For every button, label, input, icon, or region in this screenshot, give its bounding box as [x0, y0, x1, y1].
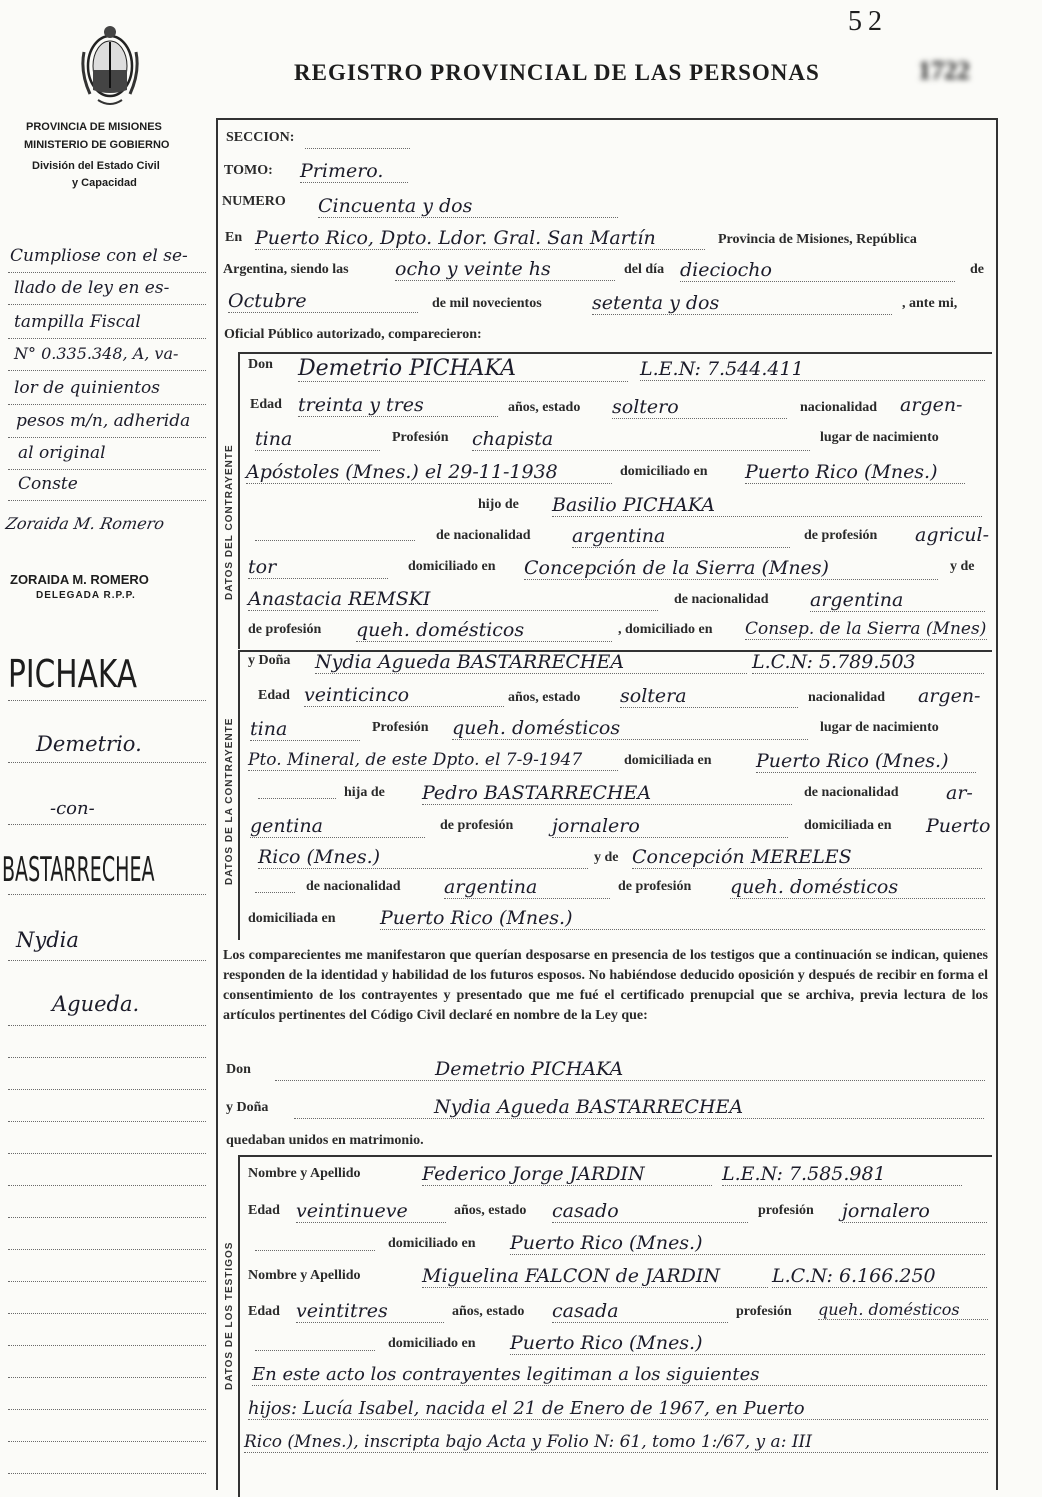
margin-con: -con-: [50, 798, 95, 819]
legitimation-note-3: Rico (Mnes.), inscripta bajo Acta y Folio N: 61, tomo 1:/67, y a: III: [244, 1432, 988, 1453]
margin-line-4: [8, 370, 206, 371]
mother-nac-label: de nacionalidad: [674, 592, 769, 607]
bride-nac-label: nacionalidad: [808, 690, 886, 705]
margin-note-8: Conste: [18, 474, 78, 494]
w2-anos-label: años, estado: [452, 1304, 525, 1319]
groom-mother-nat: argentina: [810, 589, 985, 612]
groom-father-dom: Concepción de la Sierra (Mnes): [524, 557, 938, 580]
w1-prof-label: profesión: [758, 1203, 814, 1218]
bride-prof: queh. domésticos: [452, 717, 808, 740]
en-label: En: [225, 230, 243, 245]
groom-edad-label: Edad: [250, 397, 282, 412]
margin-ruled-line: [8, 1185, 206, 1186]
father-prof-label: de profesión: [804, 528, 878, 543]
w2-name-label: Nombre y Apellido: [248, 1268, 361, 1283]
bride-father-dom-label: domiciliada en: [804, 818, 892, 833]
w1-doc: L.E.N: 7.585.981: [722, 1163, 962, 1186]
margin-line-8: [8, 500, 206, 501]
margin-ruled-line: [8, 1409, 206, 1410]
w1-prof: jornalero: [842, 1200, 987, 1223]
margin-line-10: [8, 762, 206, 763]
bride-mother-pre-line: [255, 892, 295, 893]
margin-name-groom: Demetrio.: [36, 732, 142, 756]
margin-ruled-line: [8, 1281, 206, 1282]
margin-line-12: [8, 894, 206, 895]
seccion-label: SECCION:: [226, 130, 295, 145]
margin-line-7: [8, 469, 206, 470]
bride-father-nac-label: de nacionalidad: [804, 785, 899, 800]
siendo-label: Argentina, siendo las: [223, 262, 349, 277]
groom-nac-label: nacionalidad: [800, 400, 878, 415]
bride-father-pre-line: [258, 798, 336, 799]
bride-dom: Puerto Rico (Mnes.): [756, 750, 976, 773]
w2-doc: L.C.N: 6.166.250: [772, 1265, 987, 1288]
margin-note-3: tampilla Fiscal: [14, 312, 141, 332]
groom-father-prof1: agricul-: [915, 524, 990, 546]
bride-mother: Concepción MERELES: [632, 846, 982, 869]
w1-age: veintinueve: [296, 1200, 446, 1223]
bride-mother-dom-label: domiciliada en: [248, 911, 336, 926]
margin-note-1: Cumpliose con el se-: [10, 246, 188, 266]
w2-dom: Puerto Rico (Mnes.): [510, 1332, 985, 1355]
w2-prof: queh. domésticos: [818, 1300, 988, 1320]
w2-age: veintitres: [296, 1300, 444, 1323]
bride-nat1: argen-: [918, 685, 981, 707]
margin-ruled-line: [8, 1089, 206, 1090]
bride-dom-label: domiciliada en: [624, 753, 712, 768]
groom-mother-dom: Consep. de la Sierra (Mnes): [745, 619, 987, 639]
groom-father-line: [255, 540, 415, 541]
margin-line-2: [8, 304, 206, 305]
groom-prof-label: Profesión: [392, 430, 449, 445]
w1-name-label: Nombre y Apellido: [248, 1166, 361, 1181]
org-province: PROVINCIA DE MISIONES: [26, 121, 162, 133]
stamp-title: DELEGADA R.P.P.: [36, 590, 136, 601]
w1-edad-label: Edad: [248, 1203, 280, 1218]
margin-ruled-line: [8, 1441, 206, 1442]
union-dona-label: y Doña: [226, 1100, 269, 1115]
bride-father-dom2: Rico (Mnes.): [258, 846, 588, 869]
numero-value: Cincuenta y dos: [318, 195, 618, 218]
bride-mother-prof-label: de profesión: [618, 879, 692, 894]
margin-surname-bride: BASTARRECHEA: [2, 850, 155, 890]
declaration-paragraph: Los comparecientes me manifestaron que querían desposarse en presencia de los testigos que a continuación se indican, quienes responden de la identidad y habilidad de los futuros esposos. No habiéndose deducido oposición y después de recibir en forma el consentimiento de los contrayentes y presentado que me fué el certificado prenupcial que se archiva, previa lectura de los artículos pertinentes del Código Civil declaré en nombre de la Ley que:: [223, 948, 988, 1023]
bride-section-label: DATOS DE LA CONTRAYENTE: [224, 717, 235, 885]
tomo-value: Primero.: [300, 160, 408, 183]
margin-note-6: pesos m/n, adherida: [16, 411, 191, 431]
margin-ruled-line: [8, 1121, 206, 1122]
groom-father-nat: argentina: [572, 525, 790, 548]
witness-section-label: DATOS DE LOS TESTIGOS: [224, 1241, 235, 1390]
bride-mother-nat: argentina: [444, 876, 610, 899]
org-division: División del Estado Civil: [32, 160, 160, 172]
w2-dom-label: domiciliado en: [388, 1336, 476, 1351]
groom-father-prof2: tor: [248, 556, 388, 579]
hijo-de-label: hijo de: [478, 497, 519, 512]
bride-nat2: tina: [250, 718, 360, 741]
margin-signature: Zoraida M. Romero: [4, 514, 166, 533]
ante-mi-label: , ante mi,: [902, 296, 958, 311]
margin-ruled-line: [8, 1217, 206, 1218]
groom-lugar-label: lugar de nacimiento: [820, 430, 939, 445]
margin-line-1: [8, 272, 206, 273]
bride-name: Nydia Agueda BASTARRECHEA: [315, 651, 747, 674]
margin-line-3: [8, 338, 206, 339]
margin-name-bride-2: Agueda.: [52, 992, 140, 1016]
union-dona: Nydia Agueda BASTARRECHEA: [294, 1096, 984, 1119]
stamp-name: ZORAIDA M. ROMERO: [10, 572, 149, 587]
page-number: 52: [848, 6, 888, 37]
groom-dom-label: domiciliado en: [620, 464, 708, 479]
w2-state: casada: [552, 1300, 728, 1323]
bride-father-prof-label: de profesión: [440, 818, 514, 833]
margin-note-5: lor de quinientos: [14, 378, 161, 398]
groom-anos-label: años, estado: [508, 400, 581, 415]
don-label: Don: [248, 357, 273, 372]
coat-of-arms-icon: [78, 22, 142, 112]
bride-state: soltera: [620, 685, 798, 708]
margin-line-13: [8, 960, 206, 961]
margin-note-2: llado de ley en es-: [14, 278, 170, 298]
margin-ruled-line: [8, 1313, 206, 1314]
de-mil-label: de mil novecientos: [432, 296, 542, 311]
margin-ruled-line: [8, 1025, 206, 1026]
mother-prof-label: de profesión: [248, 622, 322, 637]
de-label: de: [970, 262, 984, 277]
w1-name: Federico Jorge JARDIN: [422, 1163, 712, 1186]
bride-prof-label: Profesión: [372, 720, 429, 735]
union-don-label: Don: [226, 1062, 251, 1077]
org-ministry: MINISTERIO DE GOBIERNO: [24, 139, 170, 151]
bride-father-nat2: gentina: [250, 815, 425, 838]
margin-line-11: [8, 824, 206, 825]
groom-father: Basilio PICHAKA: [552, 494, 982, 517]
groom-name: Demetrio PICHAKA: [298, 356, 628, 382]
tomo-label: TOMO:: [224, 163, 273, 178]
bride-mother-prof: queh. domésticos: [730, 876, 985, 899]
margin-ruled-line: [8, 1153, 206, 1154]
margin-name-bride-1: Nydia: [16, 928, 79, 952]
hija-de-label: hija de: [344, 785, 385, 800]
groom-nat2: tina: [255, 428, 380, 451]
margin-line-6: [8, 437, 206, 438]
union-don: Demetrio PICHAKA: [275, 1058, 985, 1081]
legitimation-note-1: En este acto los contrayentes legitiman a los siguientes: [252, 1364, 987, 1386]
w1-state: casado: [552, 1200, 748, 1223]
bride-father-dom1: Puerto: [926, 815, 991, 837]
bride-lugar-label: lugar de nacimiento: [820, 720, 939, 735]
dia-value: dieciocho: [680, 259, 955, 282]
w2-edad-label: Edad: [248, 1304, 280, 1319]
groom-nat1: argen-: [900, 394, 963, 416]
margin-line-9: [8, 700, 206, 701]
father-nac-label: de nacionalidad: [436, 528, 531, 543]
groom-age: treinta y tres: [298, 394, 498, 417]
groom-doc: L.E.N: 7.544.411: [640, 358, 985, 381]
margin-surname-groom: PICHAKA: [8, 652, 138, 696]
place-value: Puerto Rico, Dpto. Ldor. Gral. San Martín: [255, 227, 705, 250]
page-title: REGISTRO PROVINCIAL DE LAS PERSONAS: [294, 60, 820, 85]
groom-birth: Apóstoles (Mnes.) el 29-11-1938: [246, 461, 612, 484]
margin-line-5: [8, 404, 206, 405]
seccion-line: [305, 148, 410, 149]
groom-dom: Puerto Rico (Mnes.): [745, 461, 965, 484]
w2-name: Miguelina FALCON de JARDIN: [422, 1265, 768, 1288]
del-dia-label: del día: [624, 262, 665, 277]
legitimation-note-2: hijos: Lucía Isabel, nacida el 21 de Enero de 1967, en Puerto: [248, 1398, 988, 1420]
bride-doc: L.C.N: 5.789.503: [752, 651, 984, 674]
groom-mother-prof: queh. domésticos: [356, 619, 612, 642]
groom-mother: Anastacia REMSKI: [248, 588, 658, 611]
hora-value: ocho y veinte hs: [395, 258, 615, 281]
bride-age: veinticinco: [304, 684, 504, 707]
margin-ruled-line: [8, 1377, 206, 1378]
w2-prof-label: profesión: [736, 1304, 792, 1319]
groom-state: soltero: [612, 396, 787, 419]
anio-value: setenta y dos: [592, 292, 892, 315]
bride-y-de-label: y de: [594, 850, 619, 865]
dona-label: y Doña: [248, 653, 291, 668]
bride-birth: Pto. Mineral, de este Dpto. el 7-9-1947: [248, 750, 618, 771]
numero-label: NUMERO: [222, 194, 286, 209]
groom-prof: chapista: [472, 428, 810, 451]
margin-ruled-line: [8, 1345, 206, 1346]
org-capacity: y Capacidad: [72, 177, 137, 189]
father-dom-label: domiciliado en: [408, 559, 496, 574]
mes-value: Octubre: [228, 290, 418, 313]
w2-dom-pre-line: [255, 1350, 375, 1351]
y-de-label: y de: [950, 559, 975, 574]
bride-father: Pedro BASTARRECHEA: [422, 782, 792, 805]
margin-ruled-line: [8, 1473, 206, 1474]
margin-ruled-line: [8, 1057, 206, 1058]
bride-edad-label: Edad: [258, 688, 290, 703]
margin-ruled-line: [8, 1249, 206, 1250]
bride-father-prof: jornalero: [552, 815, 788, 838]
w1-dom: Puerto Rico (Mnes.): [510, 1232, 985, 1255]
bride-anos-label: años, estado: [508, 690, 581, 705]
margin-note-4: N° 0.335.348, A, va-: [14, 344, 179, 363]
bride-father-nat1: ar-: [946, 782, 973, 804]
w1-anos-label: años, estado: [454, 1203, 527, 1218]
groom-section-label: DATOS DEL CONTRAYENTE: [224, 444, 235, 600]
bride-mother-nac-label: de nacionalidad: [306, 879, 401, 894]
provincia-label: Provincia de Misiones, República: [718, 232, 917, 247]
bride-mother-dom: Puerto Rico (Mnes.): [380, 907, 985, 930]
blurred-record-number: 1722: [918, 56, 970, 85]
oficial-label: Oficial Público autorizado, comparecieron:: [224, 327, 482, 342]
margin-note-7: al original: [18, 443, 106, 463]
quedaban-label: quedaban unidos en matrimonio.: [226, 1133, 424, 1148]
mother-dom-label: , domiciliado en: [618, 622, 713, 637]
w1-dom-label: domiciliado en: [388, 1236, 476, 1251]
w1-dom-pre-line: [255, 1250, 375, 1251]
